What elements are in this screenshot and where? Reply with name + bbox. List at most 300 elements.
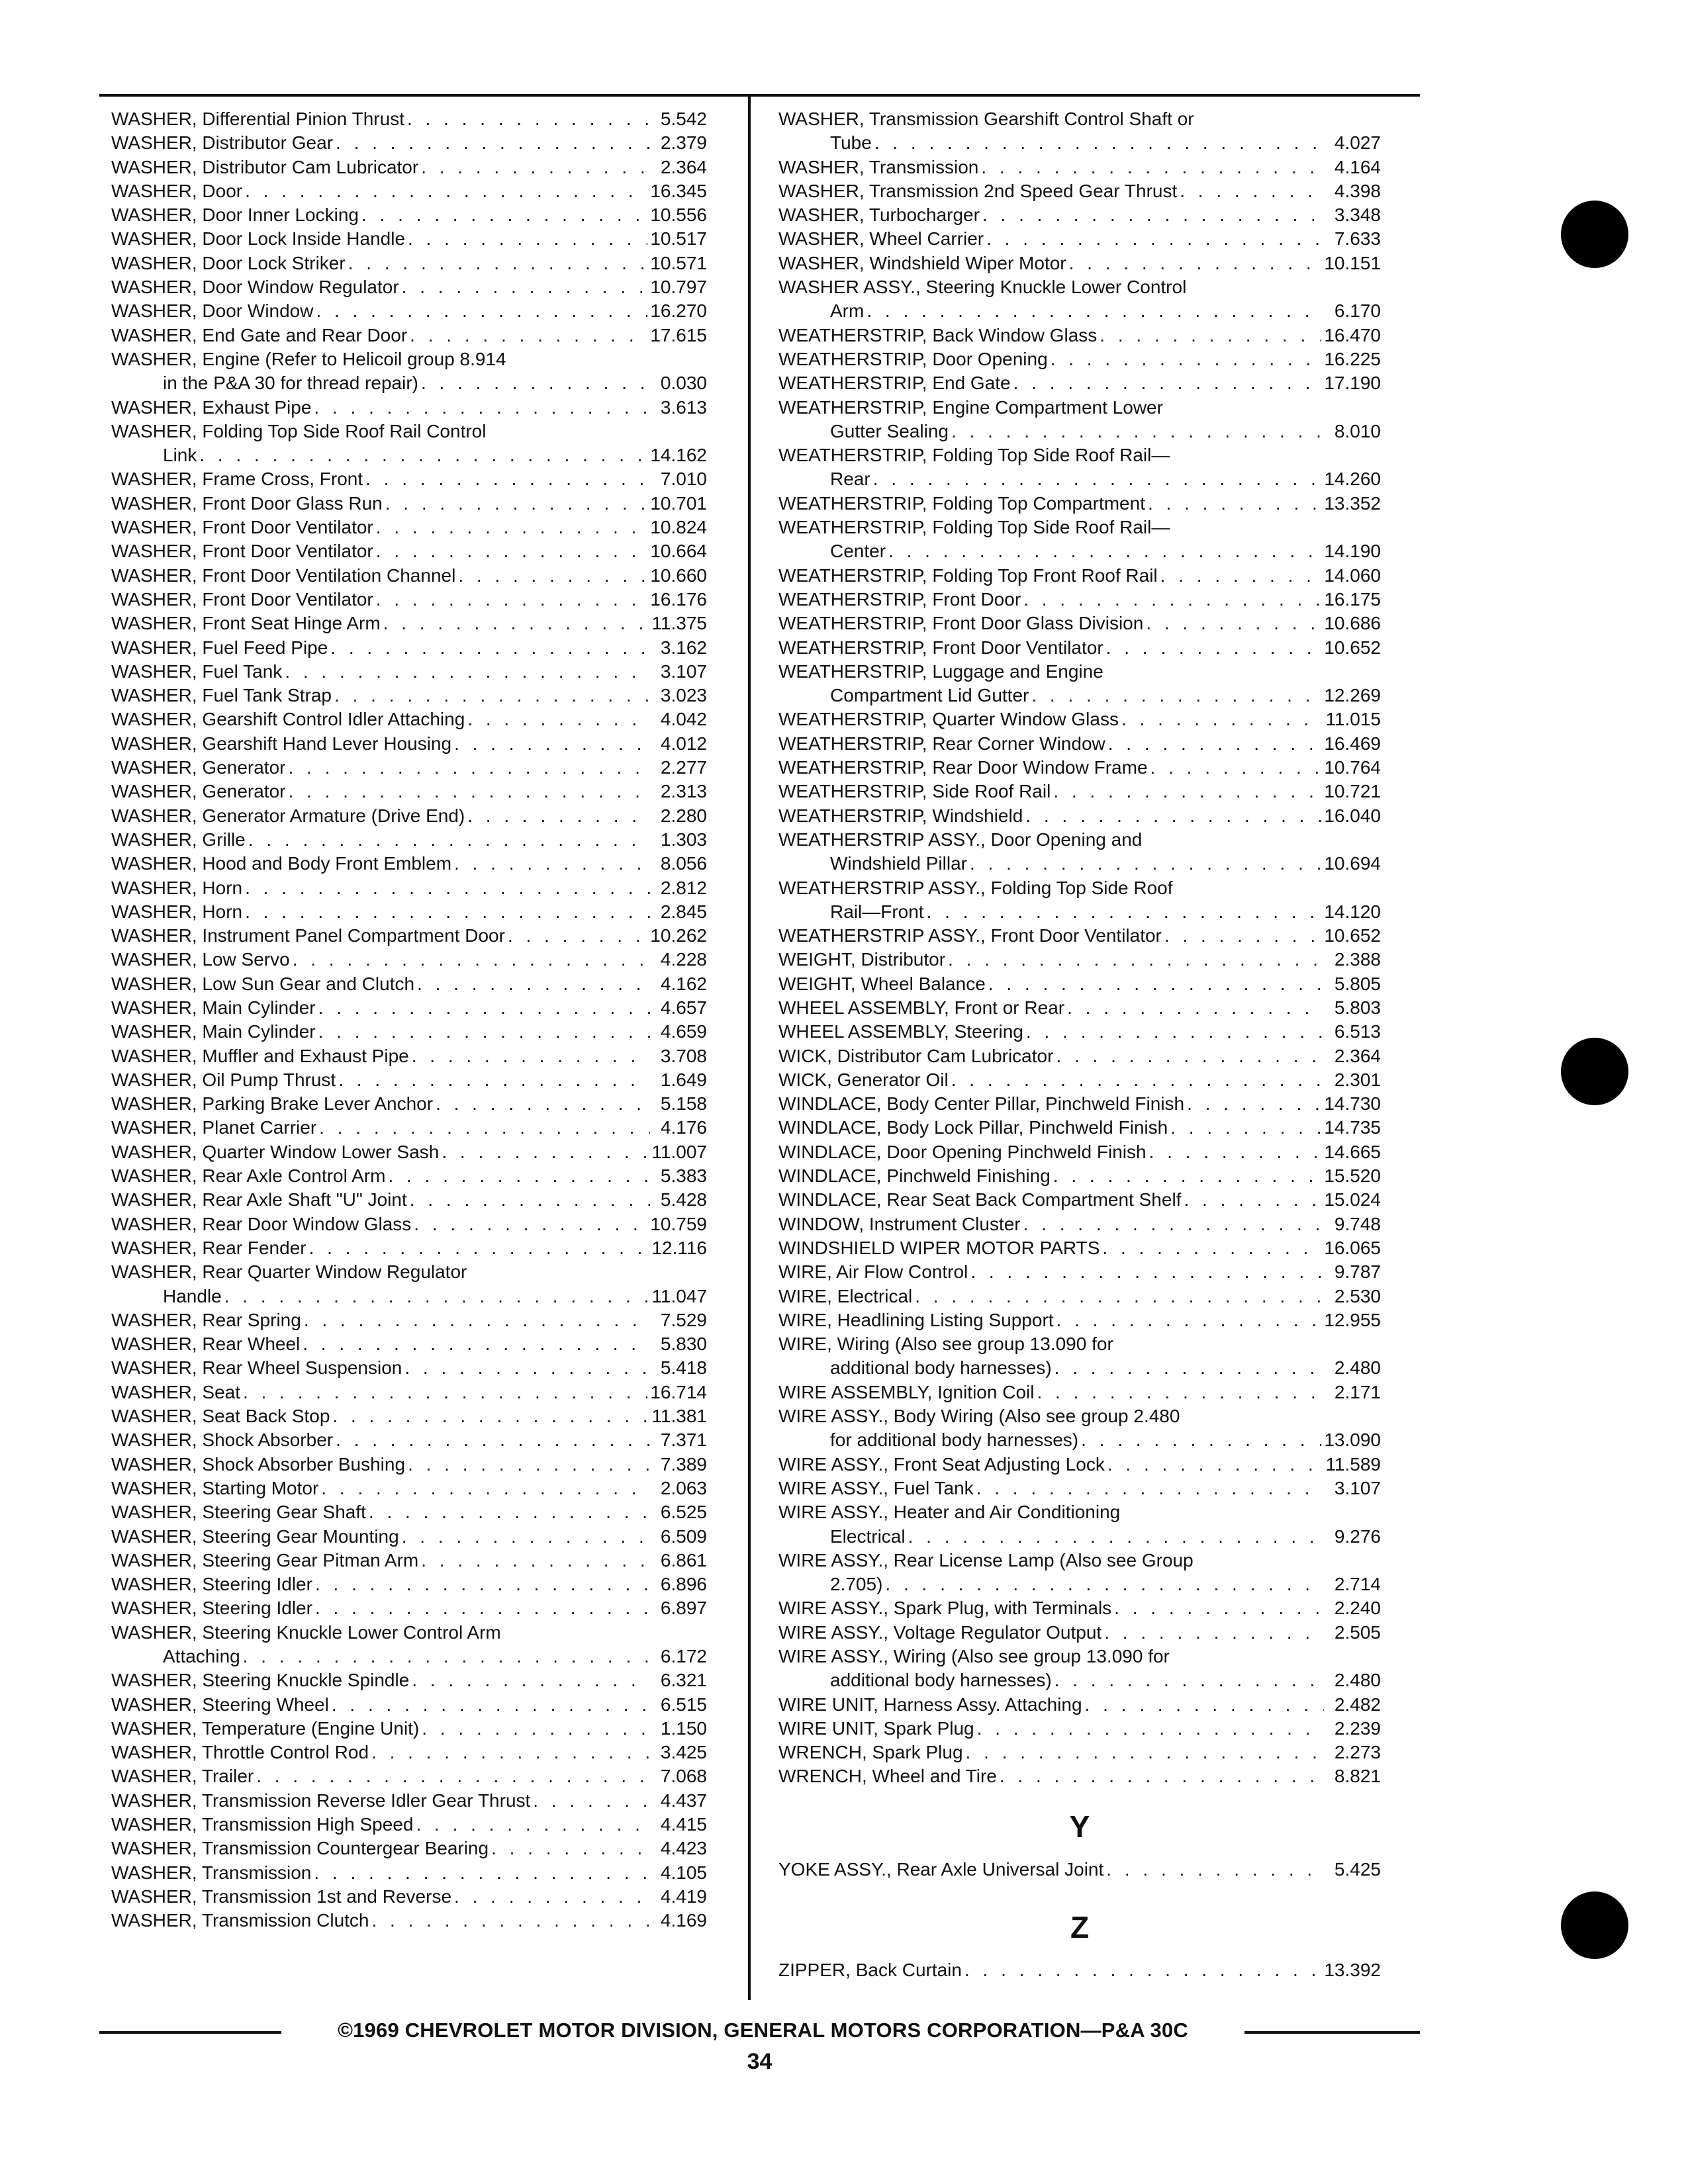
entry-label: WIRE ASSY., Front Seat Adjusting Lock	[778, 1453, 1105, 1475]
group-reference: 2.240	[1334, 1598, 1381, 1619]
entry-label: WIRE UNIT, Spark Plug	[778, 1717, 974, 1739]
entry-line	[778, 1140, 1381, 1164]
dot-leader	[414, 1212, 647, 1236]
group-reference: 4.164	[1334, 156, 1381, 177]
group-reference: 2.482	[1334, 1694, 1381, 1715]
index-entry	[111, 1789, 707, 1813]
entry-line	[111, 227, 707, 251]
index-entry	[111, 1525, 707, 1549]
group-reference: 9.787	[1334, 1261, 1381, 1283]
group-reference: 10.652	[1324, 637, 1381, 658]
entry-line	[111, 1381, 707, 1404]
index-entry	[111, 900, 707, 924]
entry-label: WASHER, Steering Idler	[111, 1574, 312, 1595]
index-entry	[111, 972, 707, 996]
index-entry	[111, 1500, 707, 1524]
entry-line	[111, 539, 707, 563]
entry-continuation-line	[111, 1645, 707, 1668]
index-entry	[778, 1188, 1381, 1212]
group-reference: 6.896	[660, 1574, 707, 1595]
dot-leader	[421, 371, 650, 395]
index-entry	[111, 1236, 707, 1260]
index-entry	[111, 1068, 707, 1092]
group-reference: 6.513	[1334, 1021, 1381, 1042]
entry-label: Electrical	[830, 1525, 906, 1547]
entry-line	[778, 1621, 1381, 1645]
dot-leader	[988, 972, 1324, 996]
entry-label: WINDLACE, Rear Seat Back Compartment Shelf	[778, 1189, 1182, 1210]
entry-label: WASHER, Oil Pump Thrust	[111, 1069, 336, 1090]
entry-continuation-line	[778, 539, 1381, 563]
entry-label: WASHER, Rear Axle Control Arm	[111, 1165, 386, 1187]
dot-leader	[338, 1068, 650, 1092]
group-reference: 7.529	[660, 1309, 707, 1330]
entry-line	[778, 588, 1381, 612]
index-entry	[111, 732, 707, 756]
entry-label: WIRE, Air Flow Control	[778, 1261, 968, 1283]
entry-label: WASHER, Grille	[111, 829, 246, 850]
entry-line	[111, 1813, 707, 1837]
entry-label: WASHER, Transmission	[778, 156, 979, 177]
entry-line	[111, 1668, 707, 1692]
group-reference: 4.415	[660, 1814, 707, 1835]
group-reference: 6.897	[660, 1598, 707, 1619]
dot-leader	[319, 1116, 650, 1140]
dot-leader	[376, 539, 648, 563]
entry-label: WASHER, Instrument Panel Compartment Door	[111, 925, 505, 946]
entry-line	[111, 828, 707, 852]
entry-label: WASHER, Quarter Window Lower Sash	[111, 1141, 440, 1162]
dot-leader	[948, 948, 1324, 972]
dot-leader	[348, 251, 648, 275]
entry-line	[778, 1717, 1381, 1741]
group-reference: 10.721	[1324, 781, 1381, 802]
dot-leader	[1149, 1140, 1322, 1164]
entry-line	[778, 1332, 1381, 1356]
group-reference: 14.730	[1324, 1093, 1381, 1115]
dot-leader	[1026, 1020, 1324, 1044]
entry-label: WASHER, Steering Gear Shaft	[111, 1502, 366, 1523]
dot-leader	[874, 131, 1324, 155]
entry-label: WEATHERSTRIP, Back Window Glass	[778, 324, 1098, 345]
entry-label: WASHER, Front Door Ventilator	[111, 588, 373, 610]
group-reference: 5.383	[660, 1165, 707, 1187]
index-entry	[111, 1693, 707, 1717]
entry-label: WASHER, Distributor Cam Lubricator	[111, 156, 419, 177]
entry-line	[778, 1212, 1381, 1236]
entry-line	[111, 924, 707, 948]
index-entry	[778, 251, 1381, 275]
dot-leader	[1121, 707, 1323, 731]
dot-leader	[533, 1789, 650, 1813]
entry-label: WASHER, Steering Knuckle Lower Control Arm	[111, 1621, 501, 1643]
entry-label: WASHER, Door Window	[111, 300, 314, 322]
entry-line	[111, 1020, 707, 1044]
index-entry	[778, 347, 1381, 371]
entry-line	[111, 972, 707, 996]
index-entry	[111, 131, 707, 155]
group-reference: 2.812	[660, 877, 707, 898]
right-column-entries	[778, 107, 1381, 1789]
entry-line	[778, 1044, 1381, 1068]
index-entry	[111, 1381, 707, 1404]
entry-continuation-line	[778, 420, 1381, 443]
group-reference: 2.480	[1334, 1670, 1381, 1691]
entry-label: WASHER, Throttle Control Rod	[111, 1742, 369, 1763]
entry-label: WIRE UNIT, Harness Assy. Attaching	[778, 1694, 1082, 1715]
dot-leader	[927, 900, 1322, 924]
group-reference: 10.151	[1324, 252, 1381, 273]
group-reference: 14.665	[1324, 1141, 1381, 1162]
index-entry	[111, 1764, 707, 1788]
entry-line	[111, 876, 707, 900]
group-reference: 1.649	[660, 1069, 707, 1090]
entry-label: WRENCH, Wheel and Tire	[778, 1766, 997, 1787]
index-entry	[778, 636, 1381, 660]
entry-label: WASHER, Gearshift Hand Lever Housing	[111, 733, 452, 754]
dot-leader	[873, 467, 1322, 491]
entry-label: Center	[830, 541, 886, 562]
group-reference: 10.556	[650, 205, 707, 226]
entry-label: ZIPPER, Back Curtain	[778, 1960, 962, 1981]
entry-line	[111, 1188, 707, 1212]
entry-line	[778, 804, 1381, 828]
group-reference: 2.063	[660, 1477, 707, 1498]
group-reference: 2.313	[660, 781, 707, 802]
entry-line	[111, 299, 707, 323]
index-entry	[778, 1645, 1381, 1693]
index-entry	[111, 179, 707, 203]
entry-line	[111, 1764, 707, 1788]
index-entry	[778, 396, 1381, 444]
entry-label: WRENCH, Spark Plug	[778, 1742, 963, 1763]
dot-leader	[245, 179, 647, 203]
dot-leader	[245, 876, 650, 900]
group-reference: 3.348	[1334, 205, 1381, 226]
entry-line	[778, 443, 1381, 467]
dot-leader	[383, 612, 649, 635]
index-entry	[778, 924, 1381, 948]
punch-hole-bottom	[1561, 1891, 1628, 1959]
entry-line	[778, 1260, 1381, 1284]
entry-label: Compartment Lid Gutter	[830, 685, 1029, 706]
index-entry	[111, 1140, 707, 1164]
group-reference: 11.007	[651, 1141, 707, 1162]
entry-label: WEATHERSTRIP, Rear Corner Window	[778, 733, 1105, 754]
entry-line	[111, 467, 707, 491]
entry-label: WINDLACE, Body Lock Pillar, Pinchweld Finish	[778, 1117, 1168, 1138]
entry-label: WASHER, Rear Wheel	[111, 1334, 301, 1355]
entry-label: WASHER, Fuel Feed Pipe	[111, 637, 328, 658]
entry-label: Windshield Pillar	[830, 853, 967, 874]
index-entry	[111, 251, 707, 275]
group-reference: 7.633	[1334, 228, 1381, 250]
dot-leader	[332, 1693, 650, 1717]
entry-label: WASHER, Low Sun Gear and Clutch	[111, 973, 415, 994]
index-entry	[778, 107, 1381, 156]
dot-leader	[908, 1525, 1324, 1549]
entry-line	[778, 179, 1381, 203]
entry-label: WIRE ASSY., Wiring (Also see group 13.090 for	[778, 1646, 1170, 1666]
entry-label: WASHER, Steering Gear Pitman Arm	[111, 1549, 419, 1570]
entry-label: WASHER, Front Door Glass Run	[111, 492, 383, 514]
entry-continuation-line	[778, 299, 1381, 323]
column-divider	[748, 94, 751, 2000]
entry-line	[778, 251, 1381, 275]
dot-leader	[288, 756, 650, 780]
entry-label: WASHER, Door Inner Locking	[111, 205, 359, 226]
entry-label: WEATHERSTRIP, Windshield	[778, 805, 1023, 826]
index-entry	[111, 1428, 707, 1452]
dot-leader	[315, 1596, 650, 1620]
dot-leader	[402, 275, 648, 299]
entry-line	[111, 1596, 707, 1620]
entry-label: WASHER, Parking Brake Lever Anchor	[111, 1093, 434, 1115]
group-reference: 13.392	[1324, 1960, 1381, 1981]
dot-leader	[1108, 732, 1322, 756]
entry-label: WEATHERSTRIP ASSY., Door Opening and	[778, 829, 1143, 850]
group-reference: 10.664	[650, 541, 707, 562]
dot-leader	[491, 1837, 650, 1860]
entry-label: WASHER, Generator Armature (Drive End)	[111, 805, 465, 826]
index-entry	[111, 299, 707, 323]
group-reference: 12.269	[1324, 685, 1381, 706]
dot-leader	[458, 564, 647, 588]
group-reference: 8.821	[1334, 1766, 1381, 1787]
entry-label: WASHER, Rear Spring	[111, 1309, 301, 1330]
dot-leader	[1160, 564, 1322, 588]
index-entry	[111, 1549, 707, 1572]
group-reference: 5.425	[1334, 1858, 1381, 1880]
dot-leader	[285, 660, 650, 684]
entry-continuation-line	[778, 467, 1381, 491]
group-reference: 10.694	[1324, 853, 1381, 874]
index-entry	[111, 636, 707, 660]
entry-line	[111, 1909, 707, 1933]
entry-line	[111, 1500, 707, 1524]
entry-line	[111, 1837, 707, 1860]
entry-line	[111, 1693, 707, 1717]
index-entry	[111, 1020, 707, 1044]
index-entry	[111, 1188, 707, 1212]
dot-leader	[421, 1549, 650, 1572]
entry-line	[111, 179, 707, 203]
entry-line	[111, 1885, 707, 1909]
index-entry	[111, 1668, 707, 1692]
index-entry	[111, 492, 707, 516]
index-entry	[111, 1044, 707, 1068]
dot-leader	[1164, 924, 1321, 948]
entry-continuation-line	[778, 900, 1381, 924]
index-entry	[111, 275, 707, 299]
dot-leader	[248, 828, 650, 852]
index-entry	[778, 1764, 1381, 1788]
index-entry	[778, 1092, 1381, 1116]
entry-label: WASHER, Generator	[111, 781, 286, 802]
entry-line	[111, 1789, 707, 1813]
entry-line	[111, 1549, 707, 1572]
dot-leader	[318, 1020, 650, 1044]
section-y-entries	[778, 1858, 1381, 1882]
dot-leader	[964, 1958, 1321, 1982]
entry-label: WASHER, Planet Carrier	[111, 1117, 317, 1138]
index-entry	[778, 1140, 1381, 1164]
index-entry	[778, 1453, 1381, 1477]
entry-line	[778, 756, 1381, 780]
entry-line	[111, 852, 707, 876]
entry-line	[778, 492, 1381, 516]
entry-line	[111, 324, 707, 347]
group-reference: 2.530	[1334, 1285, 1381, 1306]
index-entry	[111, 1717, 707, 1741]
dot-leader	[371, 1741, 650, 1764]
entry-line	[111, 1356, 707, 1380]
index-entry	[111, 924, 707, 948]
entry-label: WASHER, Horn	[111, 901, 243, 922]
entry-label: additional body harnesses)	[830, 1357, 1052, 1379]
entry-line	[778, 612, 1381, 635]
entry-continuation-line	[778, 1668, 1381, 1692]
entry-line	[111, 804, 707, 828]
dot-leader	[1031, 684, 1321, 707]
entry-label: 2.705)	[830, 1574, 883, 1595]
index-entry	[111, 516, 707, 539]
entry-line	[778, 1500, 1381, 1524]
index-entry	[111, 1885, 707, 1909]
group-reference: 10.652	[1324, 925, 1381, 946]
dot-leader	[309, 1236, 649, 1260]
group-reference: 16.065	[1324, 1237, 1381, 1258]
entry-line	[111, 1861, 707, 1885]
entry-line	[778, 780, 1381, 803]
index-entry	[778, 324, 1381, 347]
entry-label: WASHER, Differential Pinion Thrust	[111, 109, 404, 129]
group-reference: 5.830	[660, 1334, 707, 1355]
entry-label: WASHER, Hood and Body Front Emblem	[111, 853, 452, 874]
entry-line	[111, 1453, 707, 1477]
index-entry	[111, 1332, 707, 1356]
group-reference: 4.398	[1334, 180, 1381, 201]
group-reference: 2.301	[1334, 1069, 1381, 1090]
entry-line	[778, 924, 1381, 948]
dot-leader	[417, 972, 650, 996]
entry-label: WEATHERSTRIP, Folding Top Side Roof Rail—	[778, 517, 1170, 538]
index-entry	[111, 396, 707, 420]
dot-leader	[970, 852, 1321, 876]
footer-rule-right	[1244, 2031, 1420, 2034]
entry-label: WASHER, Fuel Tank	[111, 660, 283, 682]
group-reference: 3.613	[660, 396, 707, 418]
entry-label: WASHER, Seat	[111, 1381, 241, 1402]
index-entry	[111, 1477, 707, 1500]
dot-leader	[467, 804, 650, 828]
dot-leader	[376, 588, 648, 612]
index-entry	[778, 588, 1381, 612]
dot-leader	[315, 1572, 650, 1596]
index-entry	[111, 1212, 707, 1236]
group-reference: 17.190	[1324, 373, 1381, 394]
entry-label: WHEEL ASSEMBLY, Front or Rear	[778, 997, 1065, 1018]
group-reference: 6.321	[660, 1670, 707, 1691]
index-entry	[111, 948, 707, 972]
group-reference: 3.162	[660, 637, 707, 658]
entry-line	[111, 660, 707, 684]
entry-line	[111, 1404, 707, 1428]
entry-label: WASHER, Transmission Gearshift Control Shaft or	[778, 109, 1194, 129]
index-entry	[778, 1381, 1381, 1404]
group-reference: 12.955	[1324, 1309, 1381, 1330]
entry-line	[111, 516, 707, 539]
entry-continuation-line	[111, 1285, 707, 1308]
dot-leader	[303, 1332, 650, 1356]
index-entry	[111, 660, 707, 684]
entry-label: WIRE ASSY., Spark Plug, with Terminals	[778, 1598, 1112, 1619]
entry-continuation-line	[778, 1428, 1381, 1452]
group-reference: 10.759	[650, 1213, 707, 1234]
group-reference: 2.379	[660, 132, 707, 154]
index-entry	[778, 203, 1381, 227]
group-reference: 4.042	[660, 709, 707, 730]
entry-label: WASHER, Transmission 2nd Speed Gear Thrust	[778, 180, 1178, 201]
entry-label: WEATHERSTRIP, Folding Top Front Roof Rail	[778, 565, 1158, 586]
entry-line	[778, 876, 1381, 900]
entry-label: WIRE, Electrical	[778, 1285, 913, 1306]
index-entry	[778, 227, 1381, 251]
entry-continuation-line	[778, 684, 1381, 707]
entry-label: WEATHERSTRIP, Front Door Ventilator	[778, 637, 1103, 658]
dot-leader	[885, 1572, 1324, 1596]
entry-line	[778, 1116, 1381, 1140]
index-entry	[778, 1116, 1381, 1140]
dot-leader	[243, 1645, 650, 1668]
group-reference: 6.861	[660, 1549, 707, 1570]
index-entry	[778, 156, 1381, 179]
group-reference: 5.542	[660, 109, 707, 129]
index-entry	[778, 1958, 1381, 1982]
dot-leader	[243, 1381, 647, 1404]
entry-line	[111, 1572, 707, 1596]
dot-leader	[336, 131, 650, 155]
index-entry	[778, 876, 1381, 925]
group-reference: 10.686	[1324, 613, 1381, 634]
entry-line	[778, 1164, 1381, 1188]
entry-label: in the P&A 30 for thread repair)	[163, 373, 418, 394]
dot-leader	[408, 1453, 650, 1477]
entry-label: WIRE ASSY., Voltage Regulator Output	[778, 1621, 1102, 1643]
group-reference: 10.262	[650, 925, 707, 946]
entry-line	[778, 1308, 1381, 1332]
group-reference: 17.615	[650, 324, 707, 345]
entry-label: WASHER, Main Cylinder	[111, 1021, 316, 1042]
group-reference: 2.714	[1334, 1574, 1381, 1595]
entry-label: WASHER, Door Window Regulator	[111, 277, 399, 298]
entry-label: WASHER, Distributor Gear	[111, 132, 334, 154]
entry-line	[778, 1645, 1381, 1668]
group-reference: 7.371	[660, 1430, 707, 1451]
entry-continuation-line	[111, 371, 707, 395]
entry-line	[111, 1164, 707, 1188]
dot-leader	[1056, 1044, 1324, 1068]
dot-leader	[981, 156, 1324, 179]
entry-line	[111, 1140, 707, 1164]
entry-label: WINDLACE, Pinchweld Finishing	[778, 1165, 1051, 1187]
entry-label: WEATHERSTRIP, Side Roof Rail	[778, 781, 1051, 802]
group-reference: 2.171	[1334, 1381, 1381, 1402]
index-entry	[778, 1741, 1381, 1764]
entry-label: WASHER, Rear Door Window Glass	[111, 1213, 412, 1234]
index-entry	[778, 275, 1381, 324]
group-reference: 2.480	[1334, 1357, 1381, 1379]
